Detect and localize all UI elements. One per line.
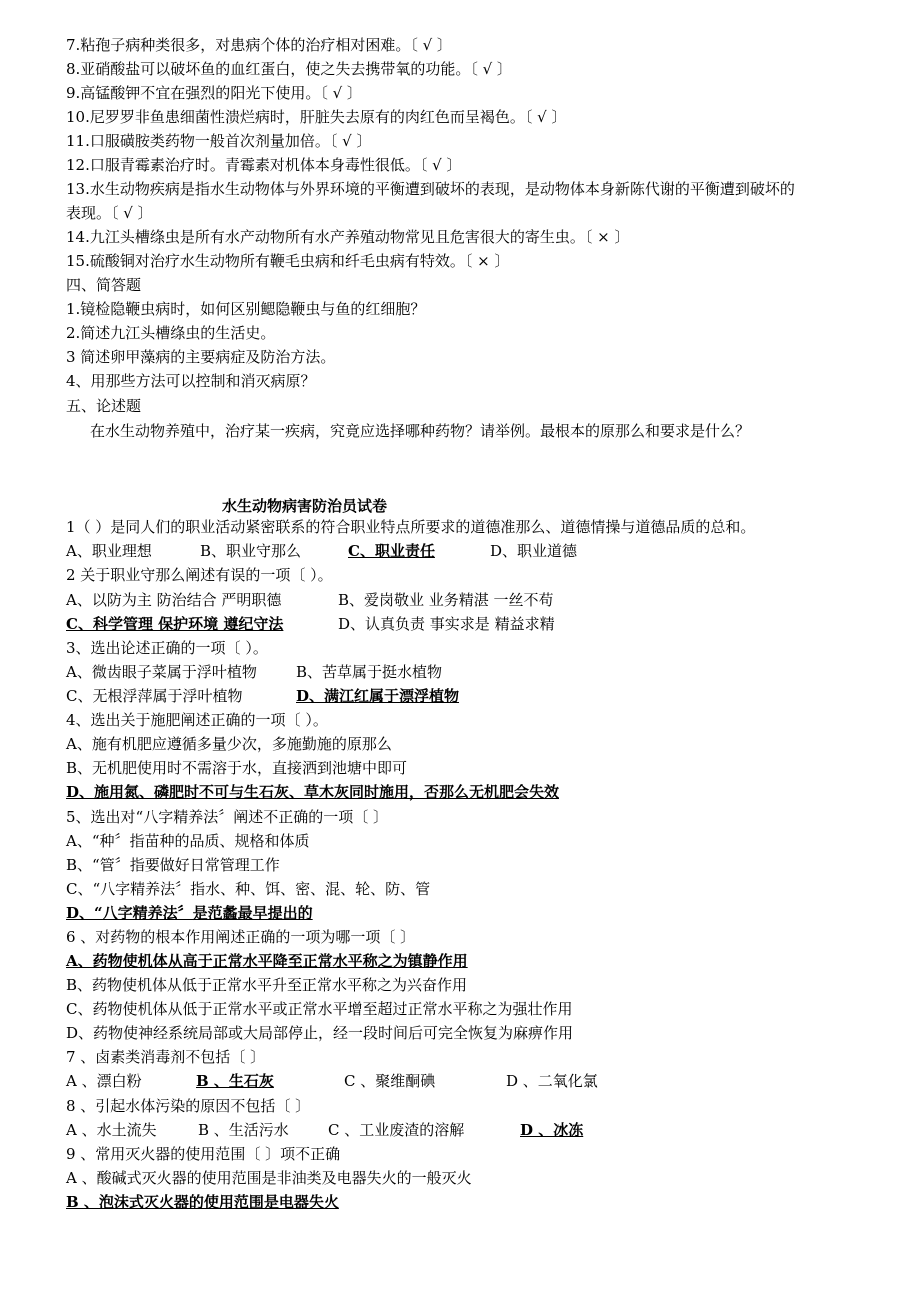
tf-item-7: 7.粘孢子病种类很多，对患病个体的治疗相对困难。〔 √ 〕 <box>66 36 452 54</box>
q4-option-d-answer: D、施用氮、磷肥时不可与生石灰、草木灰同时施用，否那么无机肥会失效 <box>66 783 560 801</box>
q9-option-b-answer: B 、泡沫式灭火器的使用范围是电器失火 <box>66 1193 339 1211</box>
q7-option-d: D 、二氧化氯 <box>506 1072 598 1090</box>
q8-stem: 8 、引起水体污染的原因不包括〔 〕 <box>66 1097 311 1115</box>
short-question-1: 1.镜检隐鞭虫病时，如何区别鳃隐鞭虫与鱼的红细胞？ <box>66 300 426 318</box>
short-question-2: 2.简述九江头槽绦虫的生活史。 <box>66 324 276 342</box>
tf-item-15: 15.硫酸铜对治疗水生动物所有鞭毛虫病和纤毛虫病有特效。〔 × 〕 <box>66 252 510 270</box>
q4-option-a: A、施有机肥应遵循多量少次，多施勤施的原那么 <box>66 735 392 753</box>
q5-option-d-answer: D、“八字精养法〞是范蠡最早提出的 <box>66 904 313 922</box>
q7-option-b-answer: B 、生石灰 <box>196 1072 274 1090</box>
q5-option-a: A、“种〞指苗种的品质、规格和体质 <box>66 832 310 850</box>
q2-stem: 2 关于职业守那么阐述有误的一项〔 ）。 <box>66 566 333 584</box>
q6-option-b: B、药物使机体从低于正常水平升至正常水平称之为兴奋作用 <box>66 976 468 994</box>
q2-option-d: D、认真负责 事实求是 精益求精 <box>338 615 555 633</box>
q3-option-b: B、苦草属于挺水植物 <box>296 663 443 681</box>
q1-option-b: B、职业守那么 <box>200 542 302 560</box>
q3-stem: 3、选出论述正确的一项〔 ）。 <box>66 639 268 657</box>
q2-option-a: A、以防为主 防治结合 严明职德 <box>66 591 282 609</box>
q9-stem: 9 、常用灭火器的使用范围〔 〕项不正确 <box>66 1145 341 1163</box>
q7-option-c: C 、聚维酮碘 <box>344 1072 436 1090</box>
exam-title: 水生动物病害防治员试卷 <box>222 497 388 515</box>
q1-option-d: D、职业道德 <box>490 542 578 560</box>
q8-option-c: C 、工业废渣的溶解 <box>328 1121 465 1139</box>
q5-stem: 5、选出对“八字精养法〞阐述不正确的一项〔 〕 <box>66 808 388 826</box>
short-question-3: 3 简述卵甲藻病的主要病症及防治方法。 <box>66 348 336 366</box>
q7-stem: 7 、卤素类消毒剂不包括〔 〕 <box>66 1048 266 1066</box>
q7-option-a: A 、漂白粉 <box>66 1072 142 1090</box>
q8-option-d-answer: D 、冰冻 <box>520 1121 584 1139</box>
q9-option-a: A 、酸碱式灭火器的使用范围是非油类及电器失火的一般灭火 <box>66 1169 472 1187</box>
q2-option-b: B、爱岗敬业 业务精湛 一丝不苟 <box>338 591 554 609</box>
q5-option-b: B、“管〞指要做好日常管理工作 <box>66 856 280 874</box>
tf-item-13-line1: 13.水生动物疾病是指水生动物体与外界环境的平衡遭到破坏的表现，是动物体本身新陈代谢的平衡遭到破坏的 <box>66 180 795 198</box>
q6-stem: 6 、对药物的根本作用阐述正确的一项为哪一项〔 〕 <box>66 928 416 946</box>
essay-question: 在水生动物养殖中，治疗某一疾病，究竟应选择哪种药物？请举例。最根本的原那么和要求是什么？ <box>90 422 751 440</box>
q3-option-d-answer: D、满江红属于漂浮植物 <box>296 687 460 705</box>
tf-item-14: 14.九江头槽绦虫是所有水产动物所有水产养殖动物常见且危害很大的寄生虫。〔 × 〕 <box>66 228 630 246</box>
section-heading-short-answer: 四、简答题 <box>66 276 142 294</box>
tf-item-10: 10.尼罗罗非鱼患细菌性溃烂病时，肝脏失去原有的肉红色而呈褐色。〔 √ 〕 <box>66 108 567 126</box>
q3-option-a: A、微齿眼子菜属于浮叶植物 <box>66 663 257 681</box>
q4-stem: 4、选出关于施肥阐述正确的一项〔 ）。 <box>66 711 328 729</box>
q3-option-c: C、无根浮萍属于浮叶植物 <box>66 687 243 705</box>
q6-option-c: C、药物使机体从低于正常水平或正常水平增至超过正常水平称之为强壮作用 <box>66 1000 573 1018</box>
tf-item-8: 8.亚硝酸盐可以破坏鱼的血红蛋白，使之失去携带氧的功能。〔 √ 〕 <box>66 60 512 78</box>
q1-option-a: A、职业理想 <box>66 542 152 560</box>
q8-option-a: A 、水土流失 <box>66 1121 157 1139</box>
section-heading-essay: 五、论述题 <box>66 397 142 415</box>
tf-item-11: 11.口服磺胺类药物一般首次剂量加倍。〔 √ 〕 <box>66 132 372 150</box>
q1-stem: 1（ ）是同人们的职业活动紧密联系的符合职业特点所要求的道德准那么、道德情操与道德品质的总和。 <box>66 518 756 536</box>
q6-option-a-answer: A、药物使机体从高于正常水平降至正常水平称之为镇静作用 <box>66 952 468 970</box>
q8-option-b: B 、生活污水 <box>198 1121 289 1139</box>
q4-option-b: B、无机肥使用时不需溶于水，直接洒到池塘中即可 <box>66 759 408 777</box>
short-question-4: 4、用那些方法可以控制和消灭病原？ <box>66 372 316 390</box>
q5-option-c: C、“八字精养法〞指水、种、饵、密、混、轮、防、管 <box>66 880 431 898</box>
tf-item-13-line2: 表现。〔 √ 〕 <box>66 204 153 222</box>
q1-option-c-answer: C、职业责任 <box>348 542 435 560</box>
tf-item-12: 12.口服青霉素治疗时。青霉素对机体本身毒性很低。〔 √ 〕 <box>66 156 462 174</box>
tf-item-9: 9.高锰酸钾不宜在强烈的阳光下使用。〔 √ 〕 <box>66 84 362 102</box>
q2-option-c-answer: C、科学管理 保护环境 遵纪守法 <box>66 615 284 633</box>
q6-option-d: D、药物使神经系统局部或大局部停止，经一段时间后可完全恢复为麻痹作用 <box>66 1024 574 1042</box>
